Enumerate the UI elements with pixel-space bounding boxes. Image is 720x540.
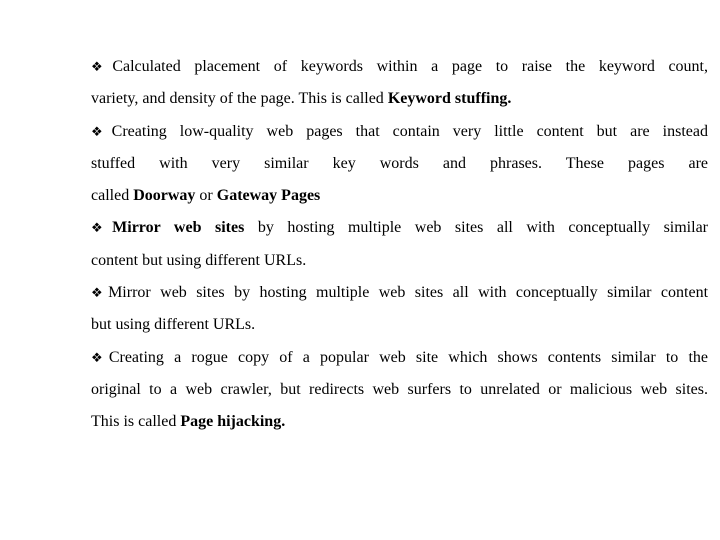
text-line bbox=[91, 277, 708, 309]
bold-term: Mirror web sites bbox=[112, 219, 245, 237]
text-line bbox=[91, 342, 708, 374]
text-segment: content but using different URLs. bbox=[91, 251, 307, 269]
bold-term: Keyword stuffing. bbox=[387, 90, 512, 108]
text-line bbox=[91, 245, 708, 277]
text-segment: Creating a rogue copy of a popular web site which shows contents similar to the bbox=[108, 348, 708, 366]
text-line bbox=[91, 83, 708, 115]
diamond-bullet-icon: ❖ bbox=[91, 59, 113, 74]
diamond-bullet-icon: ❖ bbox=[91, 220, 113, 236]
text-line bbox=[91, 374, 708, 406]
text-segment: but using different URLs. bbox=[91, 316, 256, 334]
text-segment: variety, and density of the page. This is called bbox=[91, 90, 388, 108]
text-line bbox=[91, 51, 708, 83]
text-line bbox=[91, 116, 708, 148]
text-line bbox=[91, 212, 708, 244]
text-segment: original to a web crawler, but redirects web surfers to unrelated or malicious web sites. bbox=[91, 380, 708, 398]
text-segment: called bbox=[91, 187, 134, 205]
bullet-list-document bbox=[91, 51, 708, 439]
diamond-bullet-icon: ❖ bbox=[91, 285, 109, 301]
text-line bbox=[91, 180, 708, 212]
text-segment: Mirror web sites by hosting multiple web sites all with conceptually similar content bbox=[108, 284, 708, 302]
bold-term: Gateway Pages bbox=[216, 187, 321, 205]
bold-term: Doorway bbox=[133, 187, 196, 205]
text-segment: stuffed with very similar key words and phrases. These pages are bbox=[91, 154, 708, 172]
diamond-bullet-icon: ❖ bbox=[91, 123, 112, 139]
text-line bbox=[91, 406, 708, 438]
diamond-bullet-icon: ❖ bbox=[91, 349, 109, 365]
text-line bbox=[91, 148, 708, 180]
text-segment: or bbox=[195, 187, 217, 205]
text-segment: by hosting multiple web sites all with conceptually similar bbox=[244, 219, 708, 237]
text-segment: Creating low-quality web pages that contain very little content but are instead bbox=[111, 122, 708, 140]
text-line bbox=[91, 309, 708, 341]
bold-term: Page hijacking. bbox=[180, 413, 286, 431]
text-segment: This is called bbox=[91, 413, 181, 431]
text-segment: Calculated placement of keywords within a page to raise the keyword count, bbox=[112, 58, 708, 75]
